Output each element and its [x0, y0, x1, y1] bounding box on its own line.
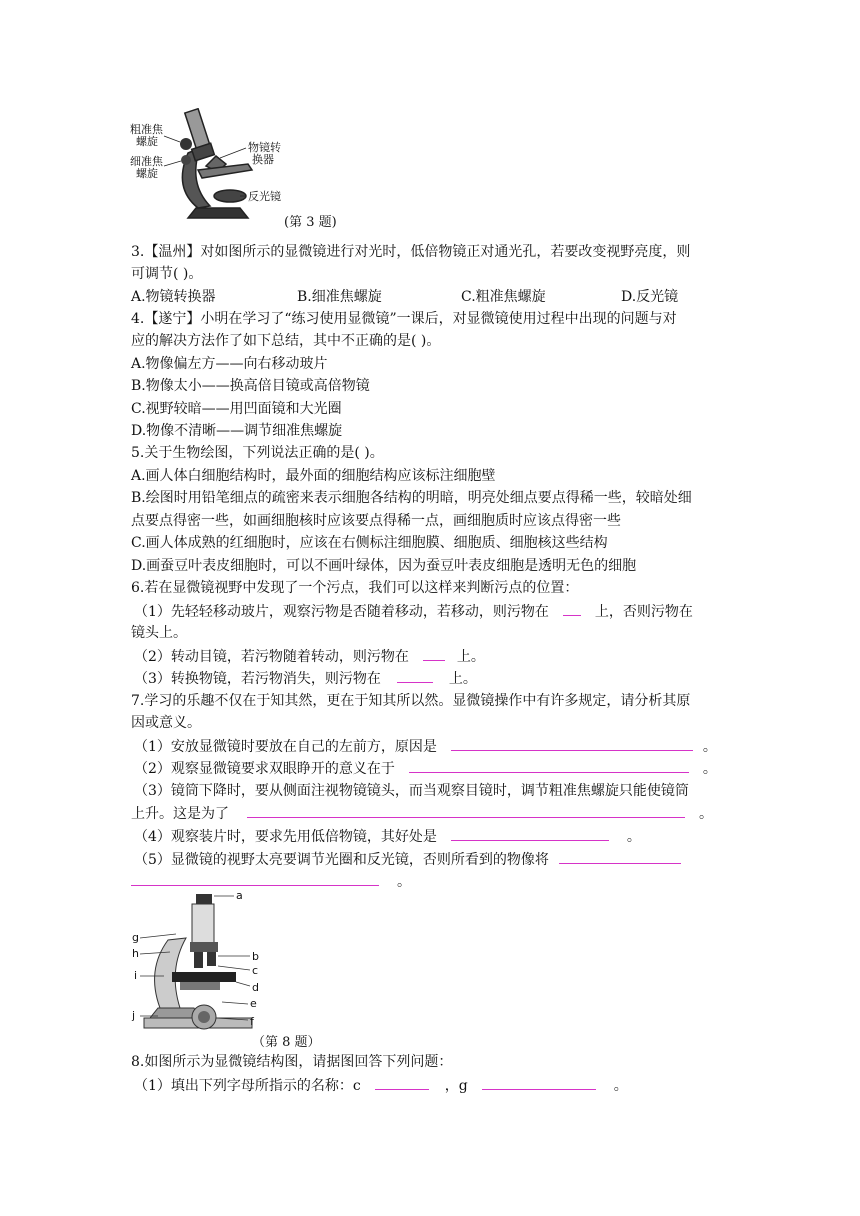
figure-8-microscope — [128, 890, 273, 1030]
letter-b: b — [252, 950, 259, 963]
q3-option-c: C.粗准焦螺旋 — [461, 289, 546, 305]
letter-j: j — [132, 1009, 136, 1022]
label-mirror: 反光镜 — [248, 190, 281, 203]
q7-blank-3[interactable] — [247, 803, 685, 818]
letter-h: h — [132, 947, 139, 960]
q7-part2: （2）观察显微镜要求双眼睁开的意义在于 。 — [134, 758, 717, 779]
q5-option-b-line1: B.绘图时用铅笔细点的疏密来表示细胞各结构的明暗，明亮处细点要点得稀一些，较暗处细 — [131, 490, 692, 506]
q7-stem-line1: 7.学习的乐趣不仅在于知其然，更在于知其所以然。显微镜操作中有许多规定，请分析其原 — [131, 693, 691, 709]
label-fine-focus: 细准焦 螺旋 — [130, 155, 163, 180]
q5-stem: 5.关于生物绘图，下列说法正确的是( )。 — [131, 445, 384, 461]
q5-option-d: D.画蚕豆叶表皮细胞时，可以不画叶绿体，因为蚕豆叶表皮细胞是透明无色的细胞 — [131, 558, 637, 574]
q6-blank-2[interactable] — [423, 646, 445, 661]
q4-option-c: C.视野较暗——用凹面镜和大光圈 — [131, 401, 342, 417]
q6-stem: 6.若在显微镜视野中发现了一个污点，我们可以这样来判断污点的位置： — [131, 580, 579, 596]
q4-stem-line2: 应的解决方法作了如下总结，其中不正确的是( )。 — [131, 333, 441, 349]
letter-a: a — [236, 889, 243, 902]
q3-stem-line1: 3.【温州】对如图所示的显微镜进行对光时，低倍物镜正对通光孔，若要改变视野亮度，则 — [131, 244, 691, 260]
letter-c: c — [252, 964, 259, 977]
q7-blank-5a[interactable] — [559, 849, 681, 864]
letter-i: i — [134, 969, 138, 982]
q4-option-d: D.物像不清晰——调节细准焦螺旋 — [131, 423, 343, 439]
q3-stem-line2: 可调节( )。 — [131, 266, 203, 282]
q7-blank-4[interactable] — [451, 826, 609, 841]
q6-part3: （3）转换物镜，若污物消失，则污物在 上。 — [134, 668, 477, 689]
q7-blank-1[interactable] — [451, 736, 693, 751]
label-coarse-focus: 粗准焦 螺旋 — [130, 123, 163, 148]
q4-stem-line1: 4.【遂宁】小明在学习了“练习使用显微镜”一课后，对显微镜使用过程中出现的问题与对 — [131, 311, 677, 327]
q6-part1-line2: 镜头上。 — [131, 625, 187, 641]
q8-blank-g[interactable] — [482, 1075, 596, 1090]
q3-option-a: A.物镜转换器 — [131, 289, 216, 305]
q7-part5-line2: 。 — [131, 871, 411, 892]
q4-option-b: B.物像太小——换高倍目镜或高倍物镜 — [131, 378, 370, 394]
q7-part4: （4）观察装片时，要求先用低倍物镜，其好处是 。 — [134, 826, 641, 847]
q7-part1: （1）安放显微镜时要放在自己的左前方，原因是 。 — [134, 736, 717, 757]
q7-part3-line1: （3）镜筒下降时，要从侧面注视物镜镜头，而当观察目镜时，调节粗准焦螺旋只能使镜筒 — [134, 783, 689, 799]
q6-blank-1[interactable] — [563, 601, 581, 616]
letter-f: f — [250, 1015, 254, 1028]
q7-blank-5b[interactable] — [131, 871, 379, 886]
label-nosepiece: 物镜转 换器 — [248, 141, 281, 166]
q6-blank-3[interactable] — [397, 668, 433, 683]
q8-stem: 8.如图所示为显微镜结构图，请据图回答下列问题： — [131, 1054, 453, 1070]
q7-stem-line2: 因或意义。 — [131, 715, 201, 731]
letter-e: e — [250, 997, 257, 1010]
figure-3-microscope — [128, 108, 288, 226]
q5-option-b-line2: 点要点得密一些，如画细胞核时应该要点得稀一点，画细胞质时应该点得密一些 — [131, 513, 621, 529]
q7-blank-2[interactable] — [409, 758, 689, 773]
figure-3-caption: (第 3 题) — [284, 215, 337, 230]
q7-part3-line2: 上升。这是为了 。 — [131, 803, 713, 824]
q8-part1: （1）填出下列字母所指示的名称：c ，g 。 — [134, 1075, 628, 1096]
q3-option-d: D.反光镜 — [621, 289, 679, 305]
q3-option-b: B.细准焦螺旋 — [297, 289, 382, 305]
letter-d: d — [252, 981, 259, 994]
q5-option-c: C.画人体成熟的红细胞时，应该在右侧标注细胞膜、细胞质、细胞核这些结构 — [131, 535, 608, 551]
q6-part2: （2）转动目镜，若污物随着转动，则污物在 上。 — [134, 646, 485, 667]
q7-part5-line1: （5）显微镜的视野太亮要调节光圈和反光镜，否则所看到的物像将 — [134, 849, 687, 870]
q8-blank-c[interactable] — [375, 1075, 429, 1090]
q5-option-a: A.画人体白细胞结构时，最外面的细胞结构应该标注细胞壁 — [131, 468, 496, 484]
q6-part1-line1: （1）先轻轻移动玻片，观察污物是否随着移动，若移动，则污物在 上，否则污物在 — [134, 601, 693, 622]
figure-8-caption: （第 8 题） — [252, 1035, 321, 1050]
q4-option-a: A.物像偏左方——向右移动玻片 — [131, 356, 328, 372]
letter-g: g — [132, 931, 139, 944]
